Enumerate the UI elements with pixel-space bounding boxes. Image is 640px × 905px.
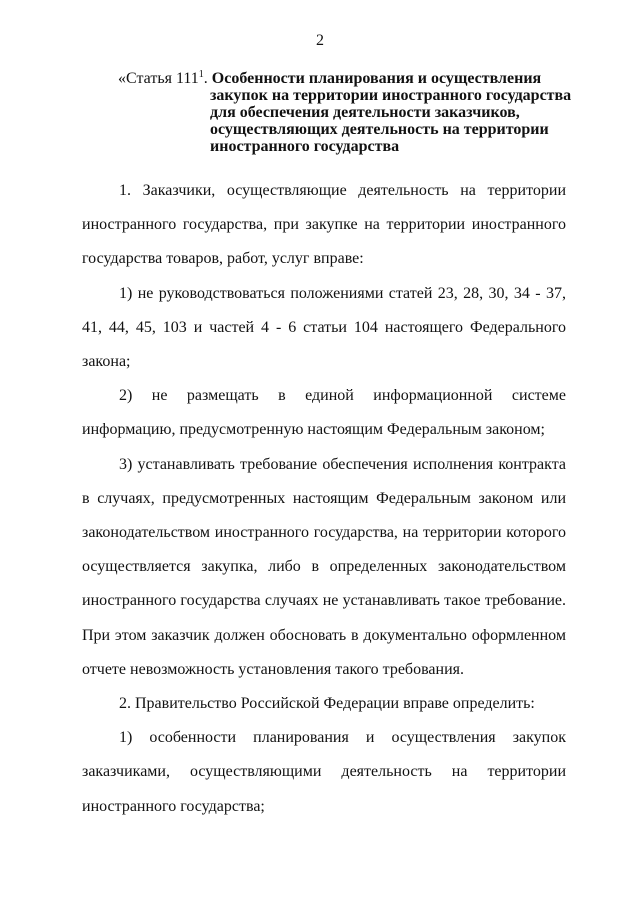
article-number	[118, 70, 208, 87]
paragraph-1-item-1: 1) не руководствоваться положениями статей 23, 28, 30, 34 - 37, 41, 44, 45, 103 и частей 4 - 6 статьи 104 настоящего Федерального закона;	[82, 284, 566, 371]
paragraph-1-item-2: 2) не размещать в единой информационной системе информацию, предусмотренную настоящим Федеральным законом;	[82, 387, 566, 439]
article-heading	[118, 70, 578, 155]
article-title-line-5: иностранного государства	[210, 138, 400, 155]
paragraph-1-item-3: 3) устанавливать требование обеспечения исполнения контракта в случаях, предусмотренных настоящим Федеральным законом или законодательством иностранного государства, на территории которого осуществляется закупка, либо в определенных законодательством иностранного государства случаях не устанавливать такое требование. При этом заказчик должен обосновать в документально оформленном отчете невозможность установления такого требования.	[82, 455, 566, 678]
paragraph-1: 1. Заказчики, осуществляющие деятельность на территории иностранного государства, при закупке на территории иностранного государства товаров, работ, услуг вправе:	[82, 182, 566, 268]
article-title-line-4: осуществляющих деятельность на территории	[210, 121, 549, 138]
article-superscript: 1	[198, 69, 204, 80]
paragraph-2: 2. Правительство Российской Федерации вправе определить:	[119, 695, 535, 713]
article-title-line-1: Особенности планирования и осуществления	[211, 70, 542, 87]
page-number: 2	[316, 32, 324, 49]
article-dot: .	[203, 70, 208, 87]
article-label: «Статья 111	[118, 70, 199, 87]
article-title-line-2: закупок на территории иностранного государства	[210, 87, 572, 104]
paragraph-2-item-1: 1) особенности планирования и осуществления закупок заказчиками, осуществляющими деятельность на территории иностранного государства;	[82, 729, 566, 815]
article-body	[82, 174, 566, 824]
article-title-line-3: для обеспечения деятельности заказчиков,	[210, 104, 520, 121]
